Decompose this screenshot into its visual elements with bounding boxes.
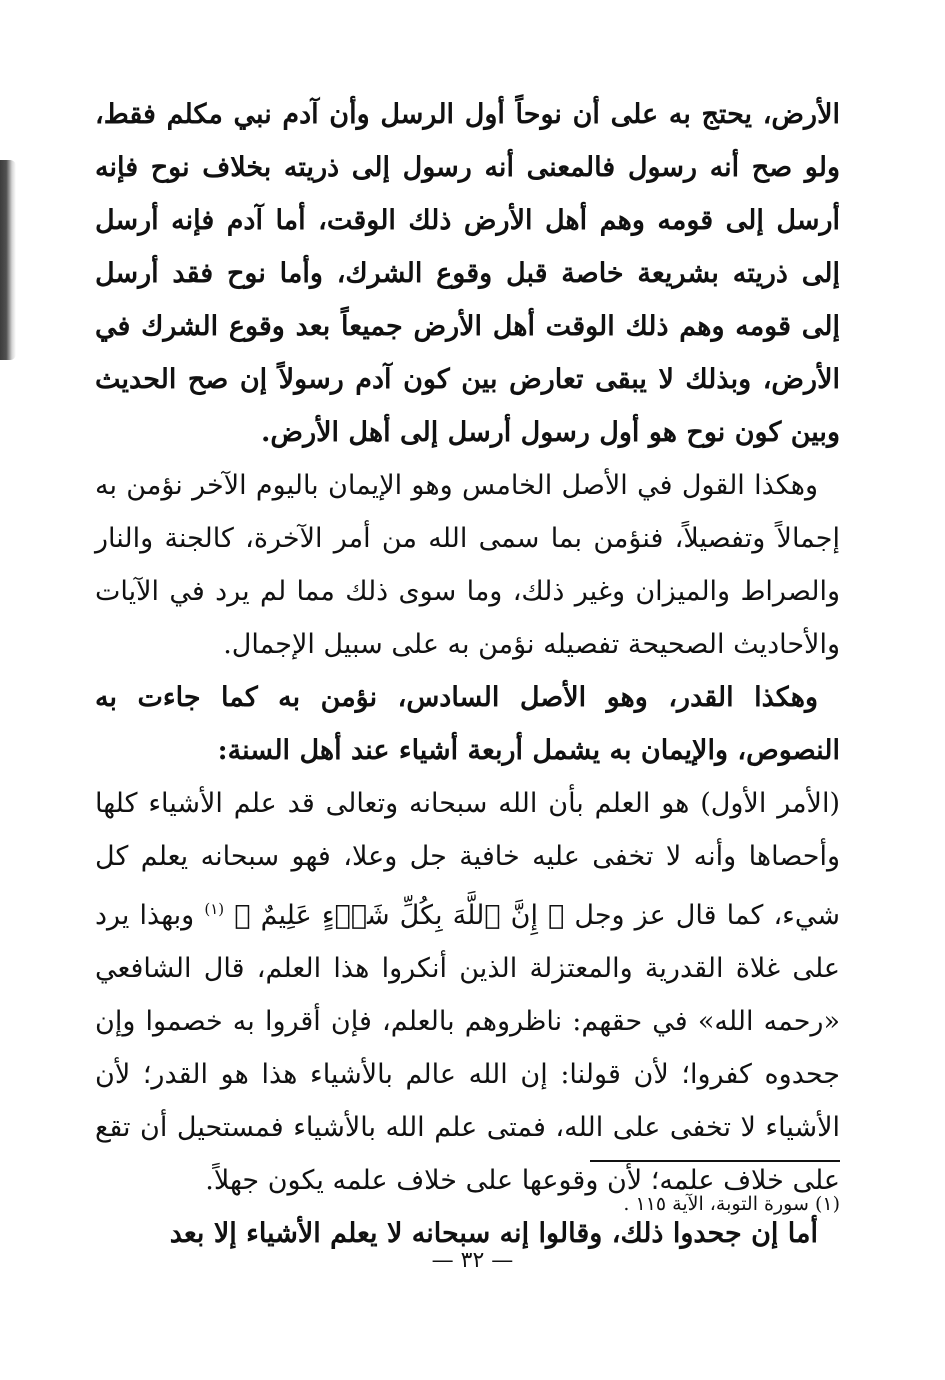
footnote-divider	[590, 1160, 840, 1162]
footnote-marker: (١)	[204, 900, 225, 918]
body-text	[95, 88, 840, 1260]
paragraph-3: وهكذا القدر، وهو الأصل السادس، نؤمن به كما جاءت به النصوص، والإيمان به يشمل أربعة أشياء عند أهل السنة:	[95, 682, 840, 766]
page-number: — ٣٢ —	[431, 1248, 514, 1273]
paragraph-4	[95, 777, 840, 1207]
scan-edge-mark	[0, 160, 16, 360]
footnote: (١) سورة التوبة، الآية ١١٥ .	[623, 1193, 840, 1215]
paragraph-4-part-2: وبهذا يرد على غلاة القدرية والمعتزلة الذين أنكروا هذا العلم، قال الشافعي «رحمه الله» في حقهم: ناظروهم بالعلم، فإن أقروا به خصموا وإن جحدوه كفروا؛ لأن قولنا: إن الله عالم بالأشياء هذا هو القدر؛ لأن الأشياء لا تخفى على الله، فمتى علم الله بالأشياء فمستحيل أن تقع على خلاف علمه؛ لأن وقوعها على خلاف علمه يكون جهلاً.	[95, 900, 840, 1196]
paragraph-2: وهكذا القول في الأصل الخامس وهو الإيمان باليوم الآخر نؤمن به إجمالاً وتفصيلاً، فنؤمن بما سمى الله من أمر الآخرة، كالجنة والنار والصراط والميزان وغير ذلك، وما سوى ذلك مما لم يرد في الآيات والأحاديث الصحيحة تفصيله نؤمن به على سبيل الإجمال.	[95, 470, 840, 660]
paragraph-1: الأرض، يحتج به على أن نوحاً أول الرسل وأن آدم نبي مكلم فقط، ولو صح أنه رسول فالمعنى أنه رسول إلى ذريته بخلاف نوح فإنه أرسل إلى قومه وهم أهل الأرض ذلك الوقت، أما آدم فإنه أرسل إلى ذريته بشريعة خاصة قبل وقوع الشرك، وأما نوح فقد أرسل إلى قومه وهم ذلك الوقت أهل الأرض جميعاً بعد وقوع الشرك في الأرض، وبذلك لا يبقى تعارض بين كون آدم رسولاً إن صح الحديث وبين كون نوح هو أول رسول أرسل إلى أهل الأرض.	[95, 99, 840, 448]
paragraph-5: أما إن جحدوا ذلك، وقالوا إنه سبحانه لا يعلم الأشياء إلا بعد	[169, 1218, 818, 1249]
quran-verse: ﴿ إِنَّ ٱللَّهَ بِكُلِّ شَيۡءٍ عَلِيمٌ ﴾	[234, 900, 565, 931]
paragraph-4-part-1: (الأمر الأول) هو العلم بأن الله سبحانه وتعالى قد علم الأشياء كلها وأحصاها وأنه لا تخفى عليه خافية جل وعلا، فهو سبحانه يعلم كل شيء، كما قال عز وجل	[95, 788, 840, 931]
